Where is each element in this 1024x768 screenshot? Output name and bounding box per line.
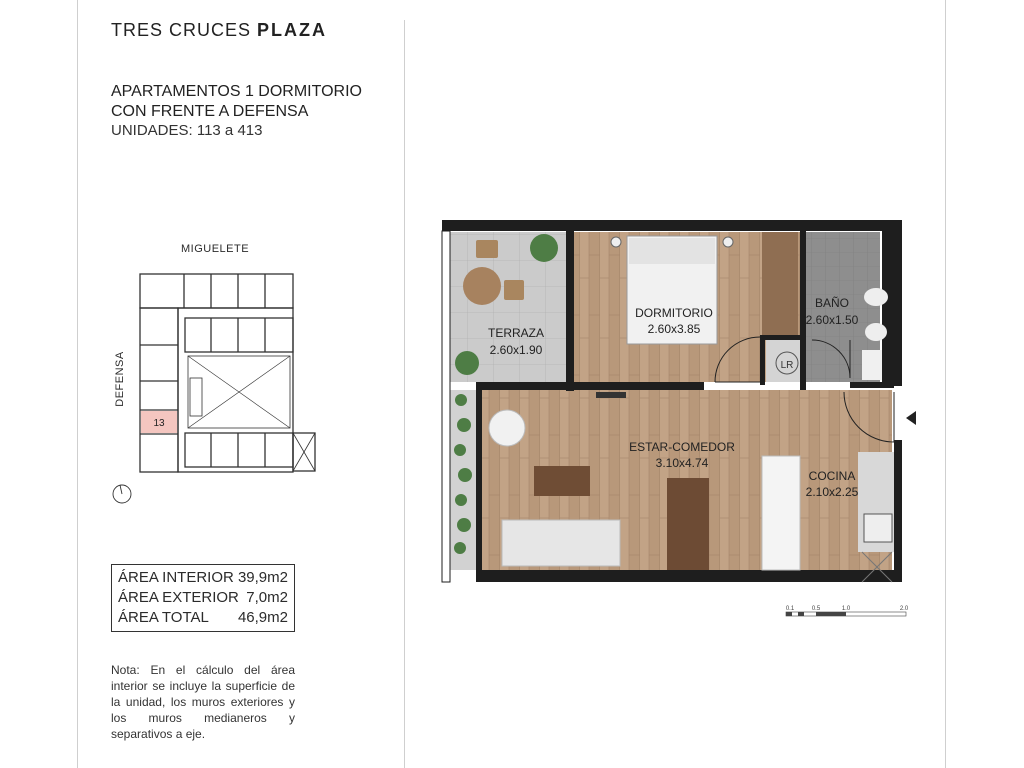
scale-label-2: 0.5 [811, 606, 821, 612]
brand-light: TRES CRUCES [111, 20, 252, 40]
area-value: 46,9m2 [237, 609, 288, 626]
street-label-top: MIGUELETE [181, 243, 250, 255]
area-row-interior [118, 568, 288, 588]
room-label-cocina: COCINA [808, 469, 856, 483]
apartment-title-line2: CON FRENTE A DEFENSA [111, 103, 309, 120]
floor-plan [442, 220, 916, 582]
area-value: 7,0m2 [246, 589, 288, 606]
scale-label-1: 0.1 [785, 606, 795, 612]
area-table [111, 564, 295, 632]
room-label-terraza: TERRAZA [487, 326, 545, 340]
street-label-side: DEFENSA [114, 351, 126, 407]
area-row-exterior [118, 588, 288, 608]
area-value: 39,9m2 [237, 569, 288, 586]
scale-label-3: 1.0 [841, 606, 851, 612]
area-row-total [118, 608, 288, 628]
entrance-arrow-icon [906, 411, 916, 425]
brand-bold: PLAZA [257, 20, 328, 40]
scale-label-4: 2.0 [899, 606, 909, 612]
room-label-bano: BAÑO [814, 296, 850, 310]
room-dims-bano: 2.60x1.50 [805, 313, 859, 327]
room-dims-estar-comedor: 3.10x4.74 [655, 456, 709, 470]
room-dims-terraza: 2.60x1.90 [489, 343, 543, 357]
area-label: ÁREA EXTERIOR [118, 589, 239, 606]
room-label-dormitorio: DORMITORIO [635, 306, 713, 320]
room-dims-dormitorio: 2.60x3.85 [647, 322, 701, 336]
apartment-units: UNIDADES: 113 a 413 [111, 122, 263, 139]
apartment-title-line1: APARTAMENTOS 1 DORMITORIO [111, 83, 362, 100]
laundry-label: LR [780, 360, 794, 371]
highlighted-unit-label: 13 [153, 418, 165, 429]
room-dims-cocina: 2.10x2.25 [805, 485, 859, 499]
area-label: ÁREA INTERIOR [118, 569, 234, 586]
room-label-estar-comedor: ESTAR-COMEDOR [629, 440, 735, 454]
area-label: ÁREA TOTAL [118, 609, 209, 626]
site-plan [113, 274, 315, 503]
scale-bar [786, 606, 909, 616]
area-note: Nota: En el cálculo del área interior se incluye la superficie de la unidad, los muros exteriores y los muros medianeros y separativos a eje. [111, 663, 295, 741]
